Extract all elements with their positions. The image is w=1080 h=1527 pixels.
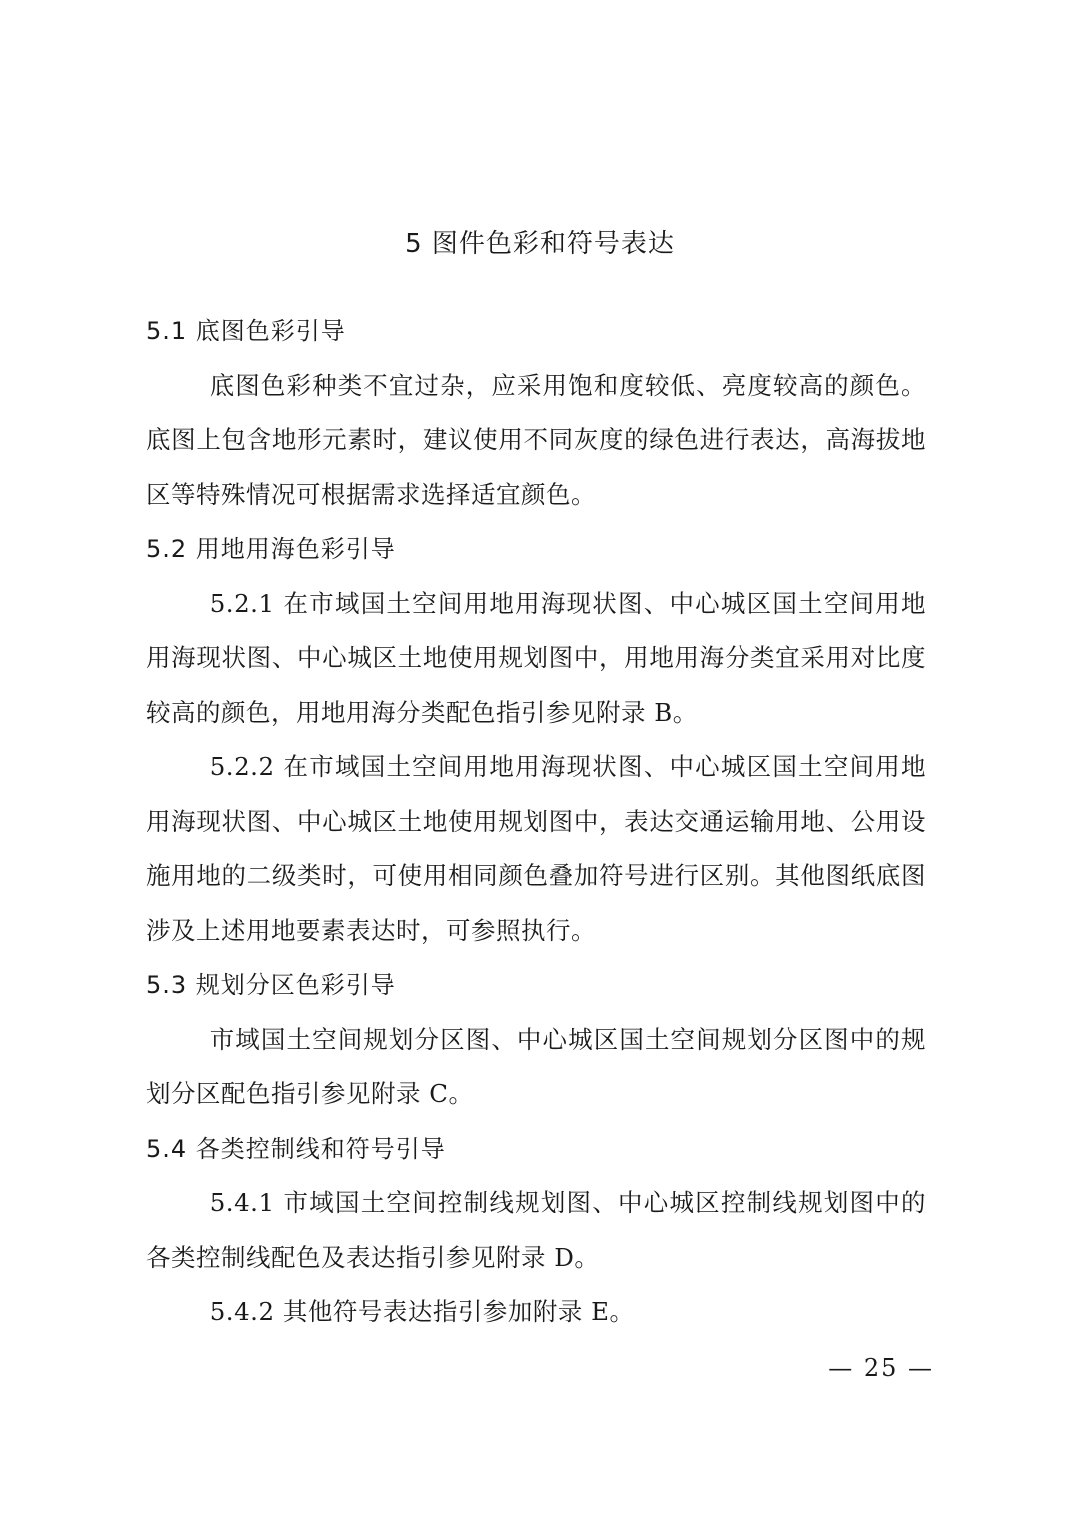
paragraph-5-4-1: 5.4.1 市域国土空间控制线规划图、中心城区控制线规划图中的各类控制线配色及表达指引参见附录 D。 [146,1188,926,1272]
document-body [146,304,926,1340]
section-heading-5-1: 5.1 底图色彩引导 [146,317,346,345]
page-number: — 25 — [828,1354,934,1382]
paragraph-5-2-2: 5.2.2 在市域国土空间用地用海现状图、中心城区国土空间用地用海现状图、中心城区土地使用规划图中，表达交通运输用地、公用设施用地的二级类时，可使用相同颜色叠加符号进行区别。其他图纸底图涉及上述用地要素表达时，可参照执行。 [146,752,926,945]
paragraph-5-3: 市域国土空间规划分区图、中心城区国土空间规划分区图中的规划分区配色指引参见附录 C。 [146,1024,926,1108]
section-heading-5-2: 5.2 用地用海色彩引导 [146,535,396,563]
section-heading-5-4: 5.4 各类控制线和符号引导 [146,1134,446,1163]
chapter-title: 5 图件色彩和符号表达 [405,229,675,259]
paragraph-5-4-2: 5.4.2 其他符号表达指引参加附录 E。 [209,1297,635,1326]
paragraph-5-1: 底图色彩种类不宜过杂，应采用饱和度较低、亮度较高的颜色。底图上包含地形元素时，建议使用不同灰度的绿色进行表达，高海拔地区等特殊情况可根据需求选择适宜颜色。 [146,370,926,509]
section-heading-5-3: 5.3 规划分区色彩引导 [146,971,396,999]
paragraph-5-2-1: 5.2.1 在市域国土空间用地用海现状图、中心城区国土空间用地用海现状图、中心城区土地使用规划图中，用地用海分类宜采用对比度较高的颜色，用地用海分类配色指引参见附录 B。 [146,588,926,727]
